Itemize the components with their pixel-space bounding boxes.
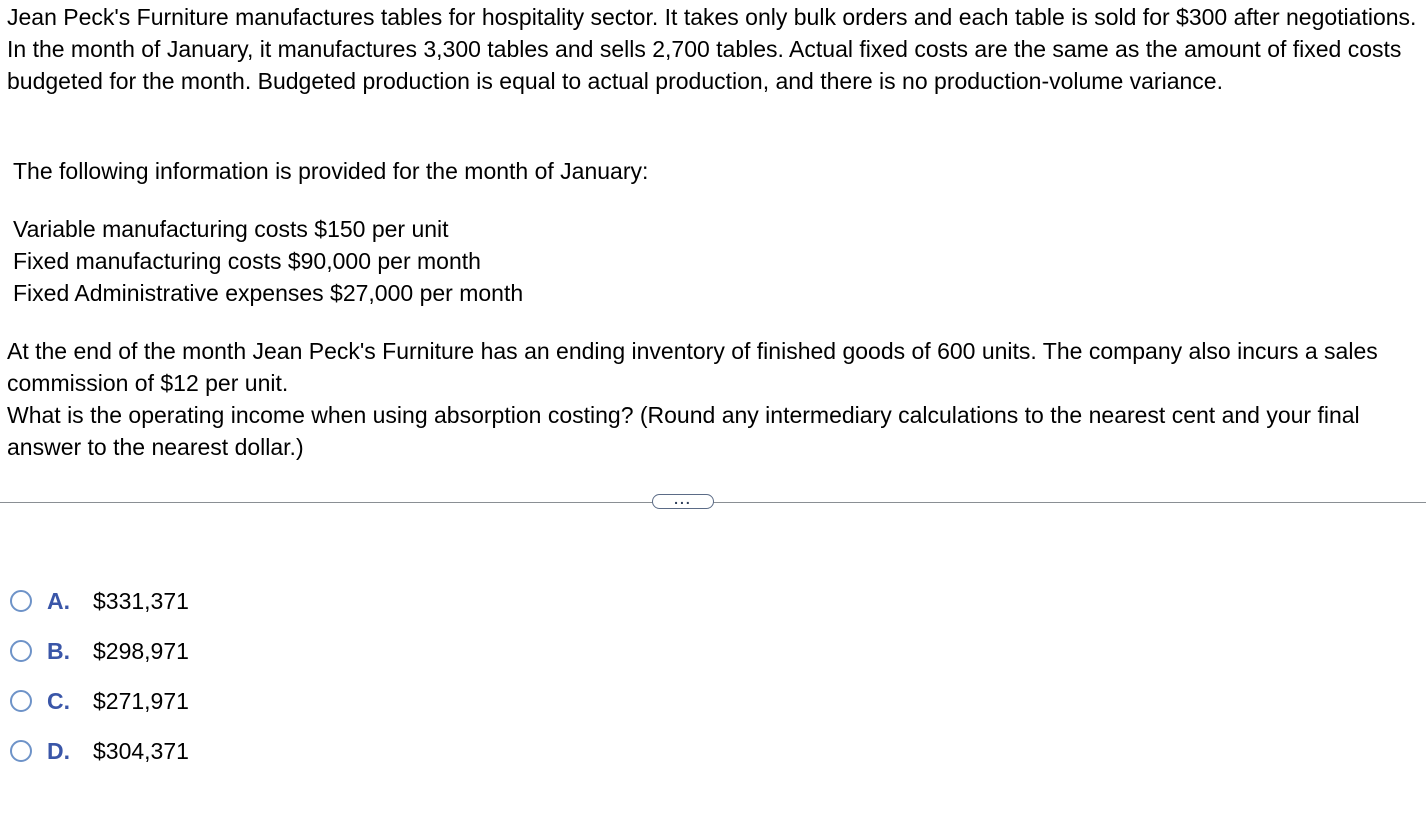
ellipsis-icon: ... — [674, 490, 692, 507]
cost-list — [13, 213, 523, 309]
radio-b[interactable] — [10, 640, 32, 662]
option-letter: D. — [47, 738, 70, 764]
expand-more-button[interactable] — [652, 490, 714, 509]
option-c[interactable] — [10, 676, 189, 726]
option-value: $298,971 — [93, 638, 189, 664]
option-letter: B. — [47, 638, 70, 664]
radio-a[interactable] — [10, 590, 32, 612]
radio-c[interactable] — [10, 690, 32, 712]
option-letter: A. — [47, 588, 70, 614]
cost-item-fixed-administrative: Fixed Administrative expenses $27,000 per month — [13, 280, 524, 306]
ending-inventory-text: At the end of the month Jean Peck's Furniture has an ending inventory of finished goods of 600 units. The company also incurs a sales commission of $12 per unit. — [7, 338, 1378, 396]
question-text — [7, 1, 1419, 97]
option-value: $331,371 — [93, 588, 189, 614]
option-b[interactable] — [10, 626, 189, 676]
question-paragraph: Jean Peck's Furniture manufactures tables for hospitality sector. It takes only bulk orders and each table is sold for $300 after negotiations. In the month of January, it manufactures 3,300 tables and sells 2,700 tables. Actual fixed costs are the same as the amount of fixed costs budgeted for the month. Budgeted production is equal to actual production, and there is no production-volume variance. — [7, 4, 1417, 94]
cost-item-fixed-manufacturing: Fixed manufacturing costs $90,000 per month — [13, 248, 481, 274]
question-ask: What is the operating income when using absorption costing? (Round any intermediary calculations to the nearest cent and your final answer to the nearest dollar.) — [7, 402, 1360, 460]
option-letter: C. — [47, 688, 70, 714]
option-value: $271,971 — [93, 688, 189, 714]
cost-item-variable: Variable manufacturing costs $150 per unit — [13, 216, 449, 242]
option-value: $304,371 — [93, 738, 189, 764]
radio-d[interactable] — [10, 740, 32, 762]
question-prompt — [7, 335, 1419, 463]
option-d[interactable] — [10, 726, 189, 776]
option-a[interactable] — [10, 576, 189, 626]
info-intro: The following information is provided for the month of January: — [13, 158, 649, 184]
answer-options — [10, 576, 189, 776]
